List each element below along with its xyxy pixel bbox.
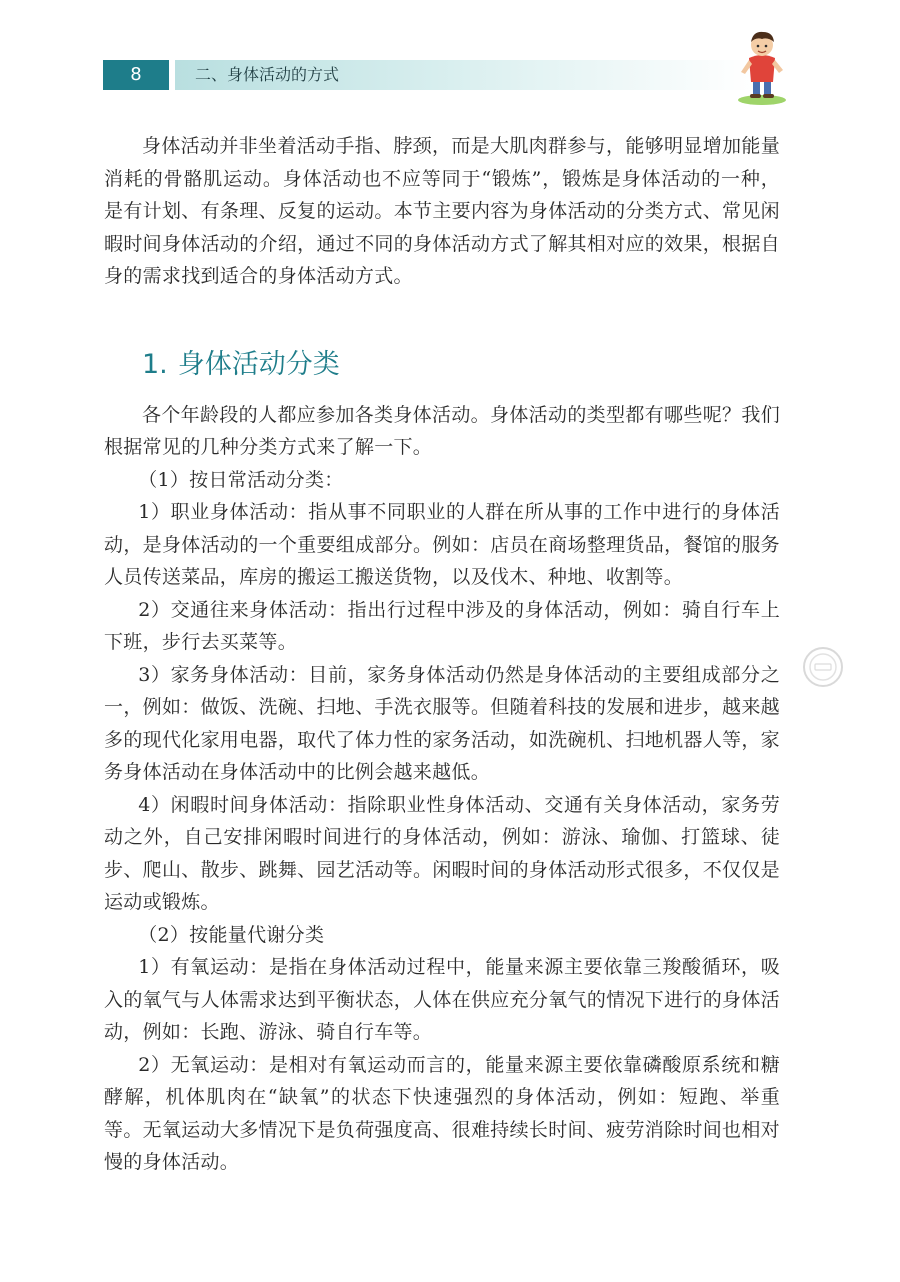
boy-mascot-icon [733,28,791,106]
chapter-title: 二、身体活动的方式 [195,65,340,84]
body-paragraph: 2）无氧运动：是相对有氧运动而言的，能量来源主要依靠磷酸原系统和糖酵解，机体肌肉在“缺氧”的状态下快速强烈的身体活动，例如：短跑、举重等。无氧运动大多情况下是负荷强度高、很难持续长时间、疲劳消除时间也相对慢的身体活动。 [104,1053,780,1173]
subheading-energy: （2）按能量代谢分类 [138,923,325,946]
round-seal-icon [802,646,844,688]
body-paragraph: 2）交通往来身体活动：指出行过程中涉及的身体活动，例如：骑自行车上下班，步行去买菜等。 [104,598,780,653]
chapter-bar [175,60,753,90]
body-paragraph: 3）家务身体活动：目前，家务身体活动仍然是身体活动的主要组成部分之一，例如：做饭、洗碗、扫地、手洗衣服等。但随着科技的发展和进步，越来越多的现代化家用电器，取代了体力性的家务活动，如洗碗机、扫地机器人等，家务身体活动在身体活动中的比例会越来越低。 [104,663,780,783]
body-paragraph: 1）职业身体活动：指从事不同职业的人群在所从事的工作中进行的身体活动，是身体活动的一个重要组成部分。例如：店员在商场整理货品，餐馆的服务人员传送菜品，库房的搬运工搬送货物，以及伐木、种地、收割等。 [104,501,780,588]
intro-paragraph: 身体活动并非坐着活动手指、脖颈，而是大肌肉群参与，能够明显增加能量消耗的骨骼肌运动。身体活动也不应等同于“锻炼”，锻炼是身体活动的一种，是有计划、有条理、反复的运动。本节主要内容为身体活动的分类方式、常见闲暇时间身体活动的介绍，通过不同的身体活动方式了解其相对应的效果，根据自身的需求找到适合的身体活动方式。 [104,135,780,287]
section-heading [142,345,780,385]
subheading-daily: （1）按日常活动分类： [138,468,344,491]
page-header [103,60,753,90]
page-number: 8 [103,60,169,90]
page-content [104,130,780,1179]
section-number: 1. [142,348,168,380]
body-paragraph: 4）闲暇时间身体活动：指除职业性身体活动、交通有关身体活动，家务劳动之外，自己安排闲暇时间进行的身体活动，例如：游泳、瑜伽、打篮球、徒步、爬山、散步、跳舞、园艺活动等。闲暇时间的身体活动形式很多，不仅仅是运动或锻炼。 [104,793,780,913]
body-paragraph: 1）有氧运动：是指在身体活动过程中，能量来源主要依靠三羧酸循环，吸入的氧气与人体需求达到平衡状态，人体在供应充分氧气的情况下进行的身体活动，例如：长跑、游泳、骑自行车等。 [104,956,780,1043]
section-title: 身体活动分类 [177,348,340,380]
body-paragraph: 各个年龄段的人都应参加各类身体活动。身体活动的类型都有哪些呢？我们根据常见的几种分类方式来了解一下。 [104,403,780,458]
